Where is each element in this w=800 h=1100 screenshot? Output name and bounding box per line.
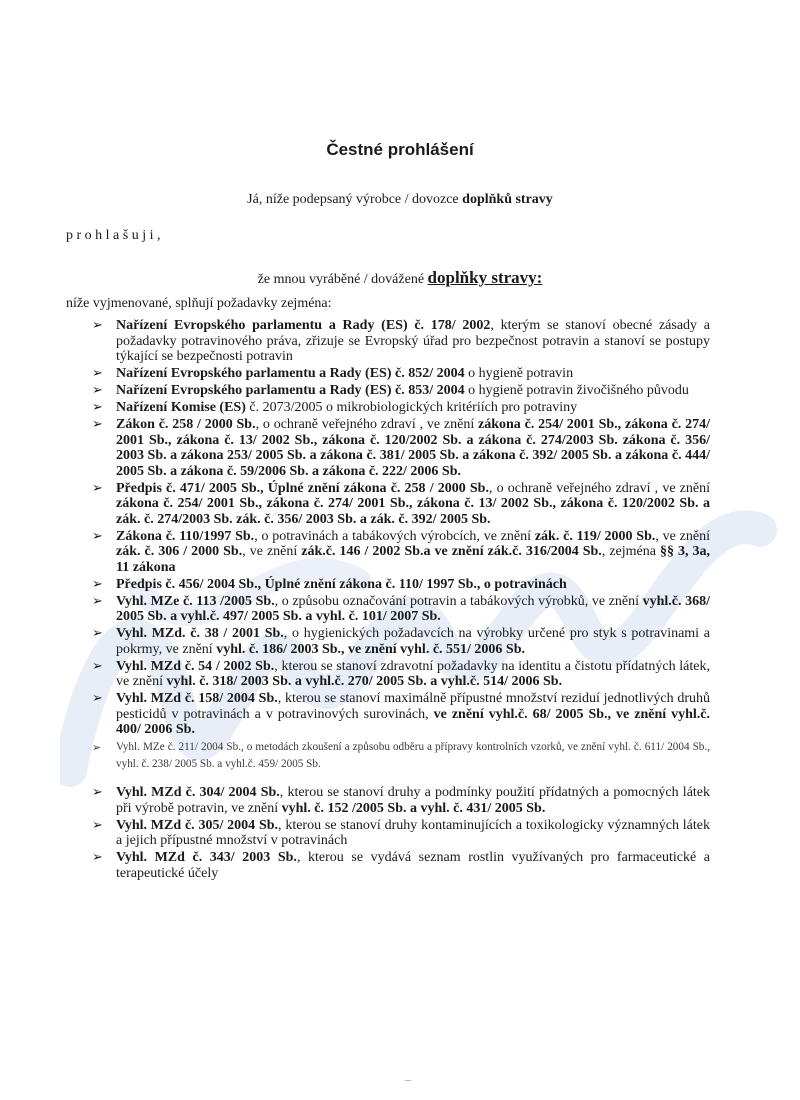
list-item <box>92 417 710 479</box>
law-citation: zák. č. 306 / 2000 Sb. <box>116 544 243 559</box>
list-item <box>92 529 710 576</box>
arrow-bullet-icon: ➢ <box>92 576 103 592</box>
products-prefix: že mnou vyráběné / dovážené <box>257 272 428 287</box>
list-item <box>92 366 710 382</box>
list-item <box>92 739 710 773</box>
law-citation: Předpis č. 471/ 2005 Sb., Úplné znění zákona č. 258 / 2000 Sb. <box>116 480 489 496</box>
law-description: Vyhl. MZe č. 211/ 2004 Sb., o metodách zkoušení a způsobu odběru a přípravy kontrolních vzorků, ve znění vyhl. č. 611/ 2004 Sb., vyhl. č. 238/ 2005 Sb. a vyhl.č. 459/ 2005 Sb. <box>116 741 710 770</box>
law-citation: zákona č. 254/ 2001 Sb., zákona č. 274/ 2001 Sb., zákona č. 13/ 2002 Sb., zákona č. 120/2002 Sb. a zák. č. 274/2003 Sb. zák. č. 356/ 2003 Sb. a zák. č. 392/ 2005 Sb. <box>116 496 710 527</box>
arrow-bullet-icon: ➢ <box>92 318 103 333</box>
list-item <box>92 626 710 657</box>
list-item <box>92 659 710 690</box>
law-description: , o ochraně veřejného zdraví , ve znění <box>255 417 479 432</box>
law-description: č. 2073/2005 o mikrobiologických kritériích pro potraviny <box>245 400 578 415</box>
law-description: , o hygienických požadavcích na výrobky určené pro styk s potravinami a pokrmy, ve znění <box>116 626 711 657</box>
arrow-bullet-icon: ➢ <box>92 366 103 381</box>
arrow-bullet-icon: ➢ <box>92 528 103 544</box>
law-citation: §§ 3, 3a, 11 zákona <box>116 544 710 575</box>
law-citation: vyhl. č. 318/ 2003 Sb. a vyhl.č. 270/ 2005 Sb. a vyhl.č. 514/ 2006 Sb. <box>166 674 563 689</box>
list-item <box>92 850 710 881</box>
law-citation: Vyhl. MZd č. 54 / 2002 Sb. <box>116 658 275 674</box>
law-citation: Nařízení Evropského parlamentu a Rady (ES) č. 853/ 2004 <box>116 383 465 398</box>
law-citation: zák. č. 119/ 2000 Sb. <box>534 528 656 544</box>
law-description: , ve znění <box>655 528 710 544</box>
divider <box>405 1080 411 1081</box>
law-citation: Vyhl. MZd č. 158/ 2004 Sb. <box>116 691 278 706</box>
law-citation: Vyhl. MZd č. 304/ 2004 Sb. <box>116 785 280 800</box>
law-citation: Vyhl. MZd č. 343/ 2003 Sb. <box>116 850 297 865</box>
law-description: , kterou se stanoví zdravotní požadavky na identitu a čistotu přídatných látek, ve znění <box>116 658 710 689</box>
arrow-bullet-icon: ➢ <box>92 626 103 641</box>
law-citation: vyhl.č. 368/ 2005 Sb. a vyhl.č. 497/ 2005 Sb. a vyhl. č. 101/ 2007 Sb. <box>116 593 710 624</box>
intro-bold: doplňků stravy <box>462 192 553 207</box>
law-citation: Nařízení Evropského parlamentu a Rady (ES) č. 178/ 2002 <box>116 318 491 333</box>
law-citation: zák.č. 146 / 2002 Sb.a ve znění zák.č. 316/2004 Sb. <box>301 544 602 559</box>
arrow-bullet-icon: ➢ <box>92 400 103 415</box>
intro-prefix: Já, níže podepsaný výrobce / dovozce <box>247 192 463 207</box>
law-citation: Zákon č. 258 / 2000 Sb. <box>116 417 256 432</box>
law-description: , kterou se vydává seznam rostlin využívaných pro farmaceutické a terapeutické účely <box>116 850 710 881</box>
law-description: , o ochraně veřejného zdraví , ve znění <box>488 480 711 496</box>
law-citation: vyhl. č. 152 /2005 Sb. a vyhl. č. 431/ 2005 Sb. <box>281 800 546 816</box>
arrow-bullet-icon: ➢ <box>92 741 102 754</box>
lead-line: níže vyjmenované, splňují požadavky zejména: <box>66 296 332 311</box>
document-title: Čestné prohlášení <box>326 140 474 159</box>
law-citation: Nařízení Komise (ES) <box>116 400 246 415</box>
law-citation: Vyhl. MZe č. 113 /2005 Sb. <box>116 593 275 609</box>
law-description: , kterým se stanoví obecné zásady a požadavky potravinového práva, zřizuje se Evropský úřad pro bezpečnost potravin a stanoví se postupy týkající se bezpečnosti potravin <box>116 318 710 364</box>
law-description: , ve znění <box>242 544 302 559</box>
list-item <box>92 785 710 816</box>
list-item <box>92 481 710 528</box>
arrow-bullet-icon: ➢ <box>92 383 103 398</box>
law-list <box>92 318 710 883</box>
list-item <box>92 691 710 738</box>
law-description: , kterou se stanoví druhy kontaminujících a toxikologicky významných látek a jejich přípustné množství v potravinách <box>116 817 710 848</box>
list-item <box>92 318 710 365</box>
law-description: , o potravinách a tabákových výrobcích, ve znění <box>254 528 535 544</box>
law-description: , kterou se stanoví maximálně přípustné množství reziduí jednotlivých druhů pesticidů v potravinách a v potravinových surovinách, <box>116 691 710 722</box>
law-description: , o způsobu označování potravin a tabákových výrobků, ve znění <box>274 593 643 609</box>
law-citation: Zákona č. 110/1997 Sb. <box>116 528 255 544</box>
law-description: , kterou se stanoví druhy a podmínky použití přídatných a pomocných látek při výrobě potravin, ve znění <box>116 785 711 816</box>
law-citation: vyhl. č. 186/ 2003 Sb., ve znění vyhl. č. 551/ 2006 Sb. <box>216 641 525 657</box>
arrow-bullet-icon: ➢ <box>92 658 103 674</box>
law-citation: Vyhl. MZd č. 305/ 2004 Sb. <box>116 817 279 833</box>
list-item <box>92 577 710 593</box>
law-description: , zejména <box>601 544 660 559</box>
arrow-bullet-icon: ➢ <box>92 593 103 609</box>
arrow-bullet-icon: ➢ <box>92 850 103 865</box>
arrow-bullet-icon: ➢ <box>92 417 103 432</box>
law-description: o hygieně potravin živočišného původu <box>464 383 689 398</box>
products-bold: doplňky stravy: <box>427 268 543 287</box>
arrow-bullet-icon: ➢ <box>92 480 103 496</box>
law-citation: Nařízení Evropského parlamentu a Rady (ES) č. 852/ 2004 <box>116 366 465 381</box>
products-line <box>0 268 800 288</box>
arrow-bullet-icon: ➢ <box>92 785 103 800</box>
arrow-bullet-icon: ➢ <box>92 817 103 833</box>
list-item <box>92 818 710 849</box>
law-citation: Vyhl. MZd. č. 38 / 2001 Sb. <box>116 626 284 641</box>
law-citation: zákona č. 254/ 2001 Sb., zákona č. 274/ 2001 Sb., zákona č. 13/ 2002 Sb., zákona č. 120/2002 Sb. a zákona č. 274/2003 Sb. zákona č. 356/ 2003 Sb. a zákona 253/ 2005 Sb. a zákona č. 381/ 2005 Sb. a zákona č. 392/ 2005 Sb. a zákona č. 444/ 2005 Sb. a zákona č. 59/2006 Sb. a zákona č. 222/ 2006 Sb. <box>116 417 710 479</box>
list-item <box>92 594 710 625</box>
law-description: o hygieně potravin <box>464 366 574 381</box>
law-citation: Předpis č. 456/ 2004 Sb., Úplné znění zákona č. 110/ 1997 Sb., o potravinách <box>116 576 567 592</box>
law-citation: ve znění vyhl.č. 68/ 2005 Sb., ve znění vyhl.č. 400/ 2006 Sb. <box>116 706 711 737</box>
declare-line: prohlašuji, <box>66 228 164 243</box>
list-item <box>92 383 710 399</box>
intro-line <box>0 192 800 208</box>
arrow-bullet-icon: ➢ <box>92 691 103 706</box>
list-item <box>92 400 710 416</box>
